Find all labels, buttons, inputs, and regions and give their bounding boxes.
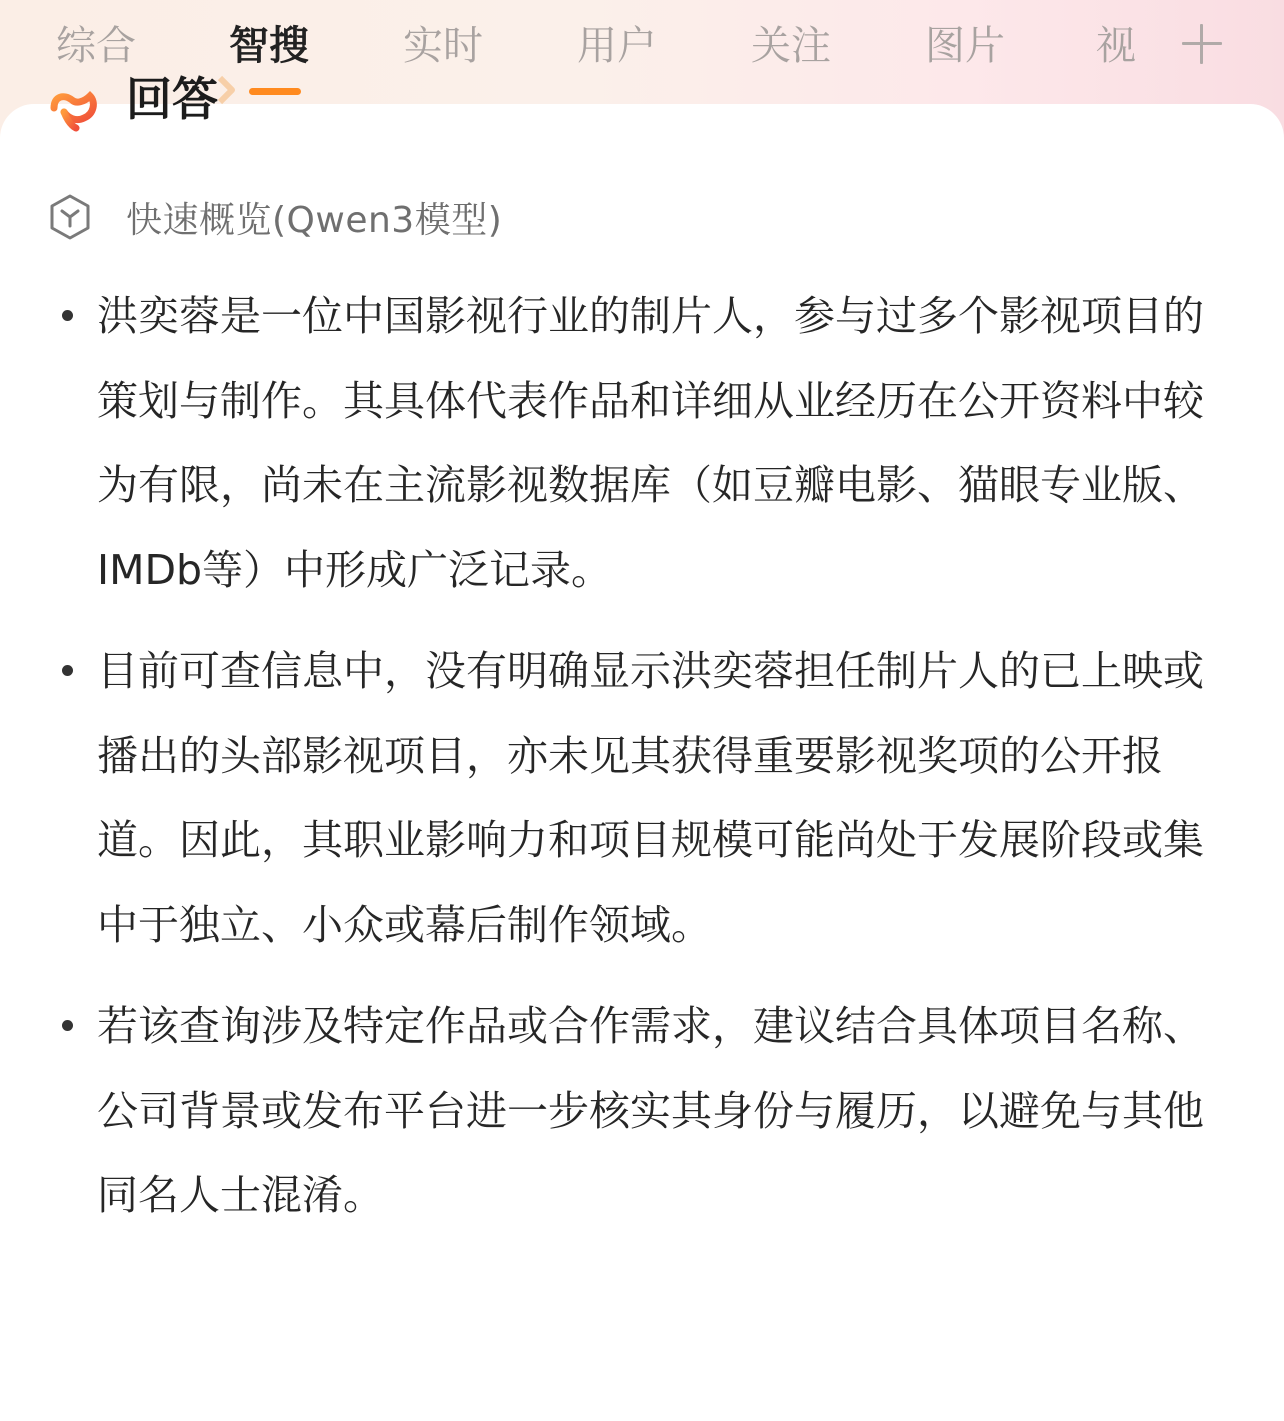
tab-comprehensive[interactable]: 综合: [56, 23, 136, 69]
ai-assistant-logo-icon: [46, 68, 102, 138]
bullet-text: 若该查询涉及特定作品或合作需求，建议结合具体项目名称、公司背景或发布平台进一步核实其身份与履历，以避免与其他同名人士混淆。: [97, 1002, 1204, 1219]
tab-video-partial[interactable]: 视: [1096, 23, 1136, 69]
bullet-dot: [62, 310, 73, 321]
quick-overview-row: [48, 192, 502, 242]
tab-following[interactable]: 关注: [751, 23, 831, 69]
answer-card: [0, 72, 1284, 1421]
list-item: [0, 629, 1230, 967]
tab-images[interactable]: 图片: [925, 23, 1005, 69]
bullet-text: 目前可查信息中，没有明确显示洪奕蓉担任制片人的已上映或播出的头部影视项目，亦未见其获得重要影视奖项的公开报道。因此，其职业影响力和项目规模可能尚处于发展阶段或集中于独立、小众或幕后制作领域。: [97, 647, 1204, 949]
answer-header: [40, 68, 280, 138]
tab-users[interactable]: 用户: [577, 23, 657, 69]
answer-bullet-list: [0, 274, 1284, 1255]
plus-icon[interactable]: [1178, 20, 1226, 68]
quick-overview-label: 快速概览(Qwen3模型): [126, 199, 503, 241]
tab-realtime[interactable]: 实时: [403, 23, 483, 69]
answer-title: 回答: [126, 72, 218, 126]
title-decoration-icon: [218, 76, 244, 104]
cube-icon: [48, 193, 92, 241]
tab-smart-search[interactable]: 智搜: [229, 23, 309, 69]
list-item: [0, 984, 1230, 1238]
list-item: [0, 274, 1230, 612]
bullet-dot: [62, 665, 73, 676]
bullet-dot: [62, 1020, 73, 1031]
bullet-text: 洪奕蓉是一位中国影视行业的制片人，参与过多个影视项目的策划与制作。其具体代表作品和详细从业经历在公开资料中较为有限，尚未在主流影视数据库（如豆瓣电影、猫眼专业版、IMDb等）中形成广泛记录。: [97, 292, 1204, 594]
